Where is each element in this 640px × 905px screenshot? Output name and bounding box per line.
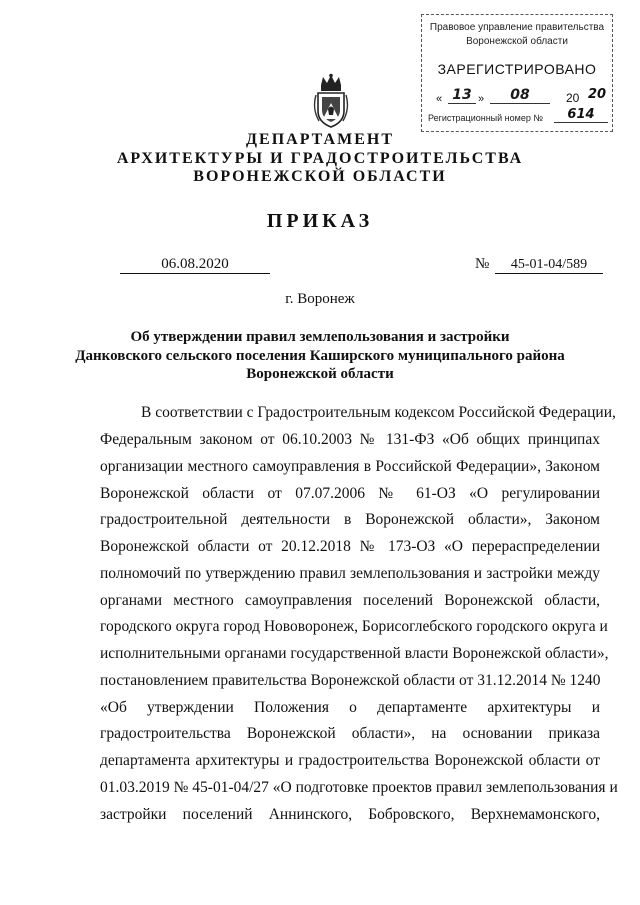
- stamp-date-day: 13: [448, 87, 476, 104]
- stamp-org-line2: Воронежской области: [466, 36, 568, 47]
- body-line: организации местного самоуправления в Российской Федерации», Законом: [100, 458, 600, 475]
- order-date: 06.08.2020: [120, 256, 270, 274]
- department-title-line1: ДЕПАРТАМЕНТ: [246, 131, 394, 148]
- subject-line2: Данковского сельского поселения Каширского муниципального района: [75, 348, 565, 364]
- body-line: городского округа город Нововоронеж, Борисоглебского городского округа и: [100, 618, 608, 635]
- stamp-date-month: 08: [490, 87, 550, 104]
- order-number: 45-01-04/589: [495, 256, 603, 274]
- stamp-reg-number-label: Регистрационный номер №: [428, 113, 544, 123]
- body-line: Федеральным законом от 06.10.2003 № 131-ФЗ «Об общих принципах: [100, 431, 600, 448]
- stamp-year-prefix: 20: [566, 91, 580, 105]
- body-line: градостроительной деятельности в Воронежской области», Законом: [100, 511, 600, 528]
- registration-stamp: [421, 14, 613, 132]
- body-line: градостроительства Воронежской области», на основании приказа: [100, 725, 600, 742]
- stamp-registered-label: ЗАРЕГИСТРИРОВАНО: [437, 61, 597, 77]
- body-line: «Об утверждении Положения о департаменте архитектуры и: [100, 699, 600, 716]
- subject-line3: Воронежской области: [246, 366, 394, 382]
- body-line: департамента архитектуры и градостроительства Воронежской области от: [100, 752, 600, 769]
- document-type-title: ПРИКАЗ: [266, 210, 374, 232]
- body-line: Воронежской области от 20.12.2018 № 173-ОЗ «О перераспределении: [100, 538, 600, 555]
- body-line: исполнительными органами государственной власти Воронежской области»,: [100, 645, 609, 662]
- stamp-year-suffix: 20: [588, 87, 607, 102]
- voronezh-coat-of-arms-icon: [311, 73, 351, 129]
- body-line: полномочий по утверждению правил землепользования и застройки между: [100, 565, 600, 582]
- stamp-org-line1: Правовое управление правительства: [429, 22, 605, 33]
- stamp-reg-number: 614: [554, 107, 608, 123]
- body-line: 01.03.2019 № 45-01-04/27 «О подготовке проектов правил землепользования и: [100, 779, 618, 796]
- body-line: В соответствии с Градостроительным кодексом Российской Федерации,: [141, 404, 616, 421]
- stamp-quote-open: «: [436, 93, 443, 105]
- stamp-quote-close: »: [478, 93, 485, 105]
- body-line: застройки поселений Аннинского, Бобровского, Верхнемамонского,: [100, 806, 600, 823]
- department-title-line3: ВОРОНЕЖСКОЙ ОБЛАСТИ: [193, 168, 447, 185]
- body-line: постановлением правительства Воронежской области от 31.12.2014 № 1240: [100, 672, 601, 689]
- order-number-label: №: [475, 256, 490, 272]
- stamp-date-line: [436, 87, 606, 107]
- department-title-line2: АРХИТЕКТУРЫ И ГРАДОСТРОИТЕЛЬСТВА: [116, 150, 524, 167]
- order-city: г. Воронеж: [285, 291, 355, 307]
- subject-line1: Об утверждении правил землепользования и застройки: [130, 329, 510, 345]
- body-line: органами местного самоуправления поселений Воронежской области,: [100, 592, 600, 609]
- body-line: Воронежской области от 07.07.2006 № 61-ОЗ «О регулировании: [100, 485, 600, 502]
